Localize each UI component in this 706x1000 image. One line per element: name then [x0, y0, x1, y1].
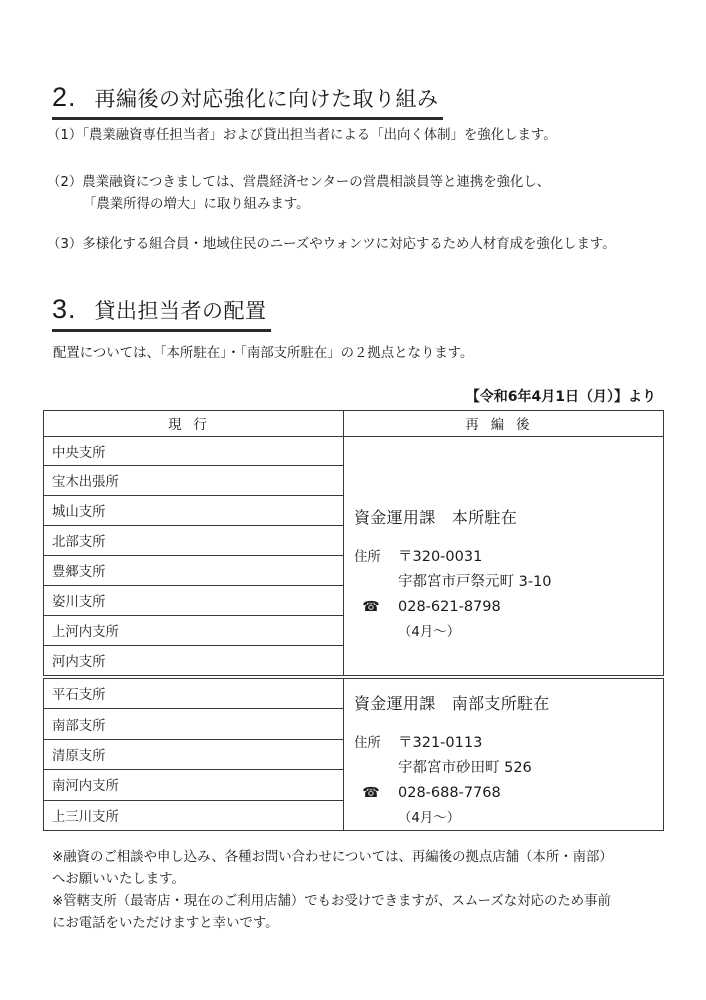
- destination-title: 資金運用課 本所駐在: [354, 508, 518, 527]
- branch-cell: 清原支所: [44, 739, 344, 769]
- branch-cell: 南河内支所: [44, 770, 344, 800]
- branch-cell: 北部支所: [44, 526, 344, 556]
- item-1-text: （1）「農業融資専任担当者」および貸出担当者による「出向く体制」を強化します。: [47, 128, 557, 143]
- destination-cell-honsho: [344, 437, 664, 678]
- start-note: （4月〜）: [398, 625, 461, 640]
- branch-cell: 中央支所: [44, 437, 344, 466]
- footnote-2-line2: にお電話をいただけますと幸いです。: [52, 916, 279, 931]
- section-2-title: 再編後の対応強化に向けた取り組み: [94, 87, 439, 111]
- footnote-1-line2: へお願いいたします。: [52, 872, 185, 887]
- start-note: （4月〜）: [398, 811, 461, 826]
- effective-date: 【令和6年4月1日（月）】より: [465, 389, 656, 405]
- header-current: 現行: [44, 411, 344, 437]
- section-2-item-2: [47, 172, 550, 216]
- address-block: [354, 732, 663, 830]
- branch-cell: 上三川支所: [44, 800, 344, 830]
- section-3-number: 3.: [52, 294, 77, 324]
- section-2-item-1: [47, 125, 557, 147]
- street-address: 宇都宮市戸祭元町 3-10: [398, 574, 552, 590]
- header-after: 再編後: [344, 411, 664, 437]
- telephone-icon: ☎: [362, 785, 380, 801]
- item-2-text-line1: （2）農業融資につきましては、営農経済センターの営農相談員等と連携を強化し、: [47, 175, 551, 190]
- branch-cell: 上河内支所: [44, 616, 344, 646]
- phone-number: 028-621-8798: [398, 599, 501, 615]
- branch-cell: 宝木出張所: [44, 466, 344, 496]
- table-row: [44, 437, 664, 466]
- section-2-heading: [52, 82, 443, 120]
- footnote-1: [52, 847, 613, 891]
- address-block: [354, 546, 663, 644]
- section-3-heading: [52, 294, 271, 332]
- branch-cell: 城山支所: [44, 496, 344, 526]
- postal-code: 〒321-0113: [398, 735, 483, 751]
- destination-cell-nanbu: [344, 677, 664, 831]
- footnote-2-line1: ※管轄支所（最寄店・現在のご利用店舗）でもお受けできますが、スムーズな対応のため事前: [52, 894, 611, 909]
- footnote-2: [52, 891, 611, 935]
- street-address: 宇都宮市砂田町 526: [398, 760, 532, 776]
- branch-cell: 南部支所: [44, 709, 344, 739]
- branch-cell: 姿川支所: [44, 586, 344, 616]
- table-header-row: [44, 411, 664, 437]
- section-2-item-3: [47, 234, 616, 256]
- destination-title: 資金運用課 南部支所駐在: [354, 694, 550, 713]
- item-3-text: （3）多様化する組合員・地域住民のニーズやウォンツに対応するため人材育成を強化します。: [47, 237, 616, 252]
- telephone-icon: ☎: [362, 599, 380, 615]
- phone-number: 028-688-7768: [398, 785, 501, 801]
- footnote-1-line1: ※融資のご相談や申し込み、各種お問い合わせについては、再編後の拠点店舗（本所・南部）: [52, 850, 613, 865]
- branch-cell: 平石支所: [44, 677, 344, 709]
- address-label: 住所: [354, 550, 381, 565]
- branch-cell: 豊郷支所: [44, 556, 344, 586]
- branch-cell: 河内支所: [44, 646, 344, 678]
- item-2-text-line2: 「農業所得の増大」に取り組みます。: [83, 197, 310, 212]
- section-2-number: 2.: [52, 82, 77, 112]
- staff-allocation-table: [43, 410, 664, 831]
- address-label: 住所: [354, 736, 381, 751]
- section-3-intro: 配置については、「本所駐在」・「南部支所駐在」の２拠点となります。: [53, 346, 474, 361]
- table-row: [44, 677, 664, 709]
- postal-code: 〒320-0031: [398, 549, 483, 565]
- section-3-title: 貸出担当者の配置: [94, 299, 267, 323]
